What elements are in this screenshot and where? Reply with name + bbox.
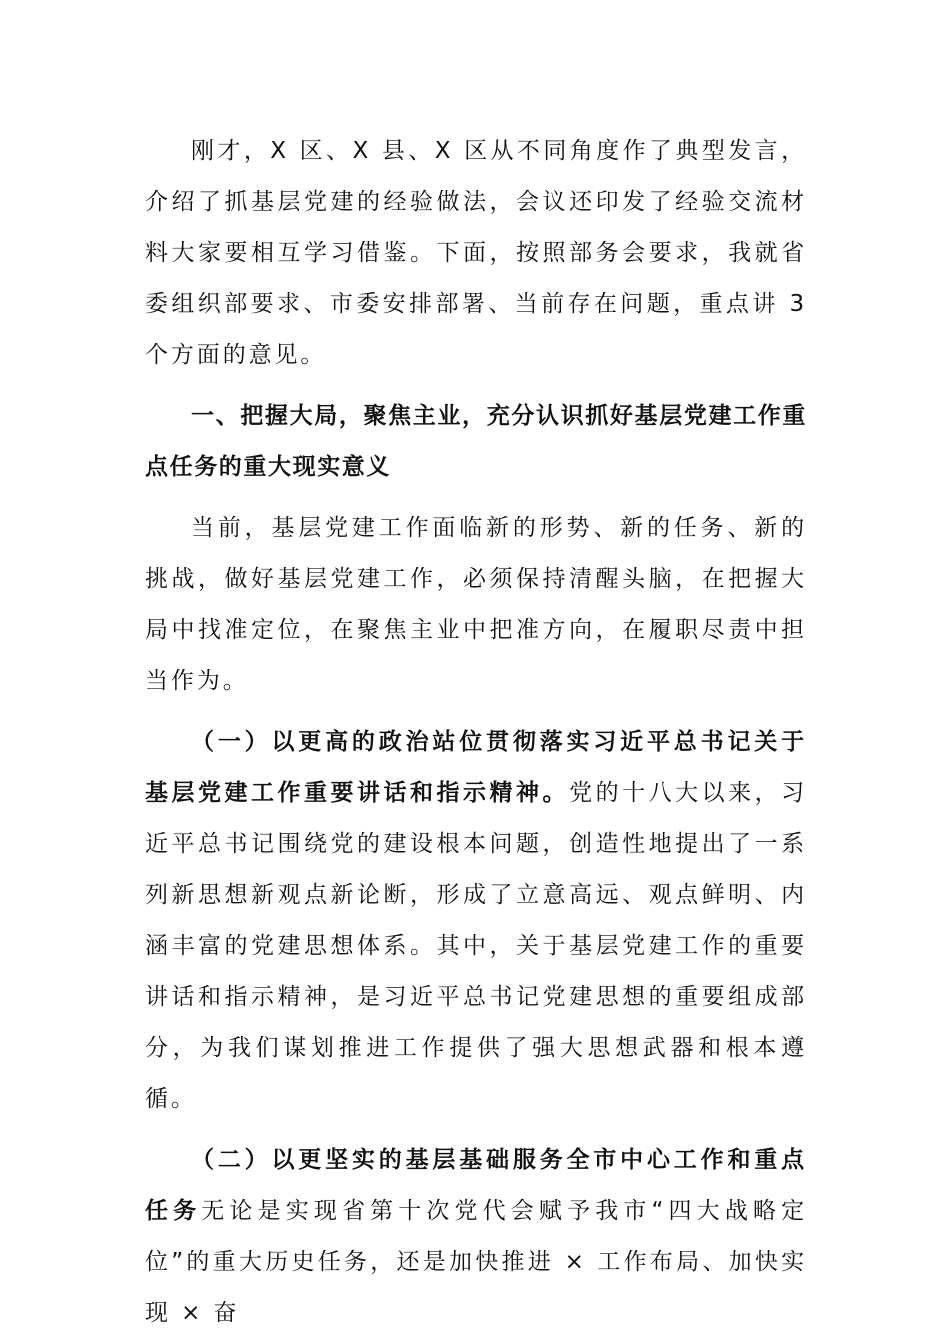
point-2-heading: （二）以更坚实的基层基础服务全市中心工作和重点任务 [145, 1147, 807, 1224]
paragraph-point-2 [145, 1135, 807, 1339]
point-1-heading: （一）以更高的政治站位贯彻落实习近平总书记关于基层党建工作重要讲话和指示精神。 [145, 729, 807, 806]
section-heading-1: 一、把握大局，聚焦主业，充分认识抓好基层党建工作重点任务的重大现实意义 [145, 403, 807, 480]
point-2-body: 无论是实现省第十次党代会赋予我市“四大战略定位”的重大历史任务，还是加快推进 × 工作布局、加快实现 × 奋 [145, 1198, 807, 1326]
paragraph-point-1 [145, 717, 807, 1125]
document-page [145, 126, 807, 1339]
paragraph-current-situation: 当前，基层党建工作面临新的形势、新的任务、新的挑战，做好基层党建工作，必须保持清醒头脑，在把握大局中找准定位，在聚焦主业中把准方向，在履职尽责中担当作为。 [145, 515, 807, 694]
point-1-body: 党的十八大以来，习近平总书记围绕党的建设根本问题，创造性地提出了一系列新思想新观点新论断，形成了立意高远、观点鲜明、内涵丰富的党建思想体系。其中，关于基层党建工作的重要讲话和指示精神，是习近平总书记党建思想的重要组成部分，为我们谋划推进工作提供了强大思想武器和根本遵循。 [145, 780, 807, 1112]
paragraph-intro: 刚才，X 区、X 县、X 区从不同角度作了典型发言，介绍了抓基层党建的经验做法，会议还印发了经验交流材料大家要相互学习借鉴。下面，按照部务会要求，我就省委组织部要求、市委安排部署、当前存在问题，重点讲 3 个方面的意见。 [145, 138, 807, 368]
